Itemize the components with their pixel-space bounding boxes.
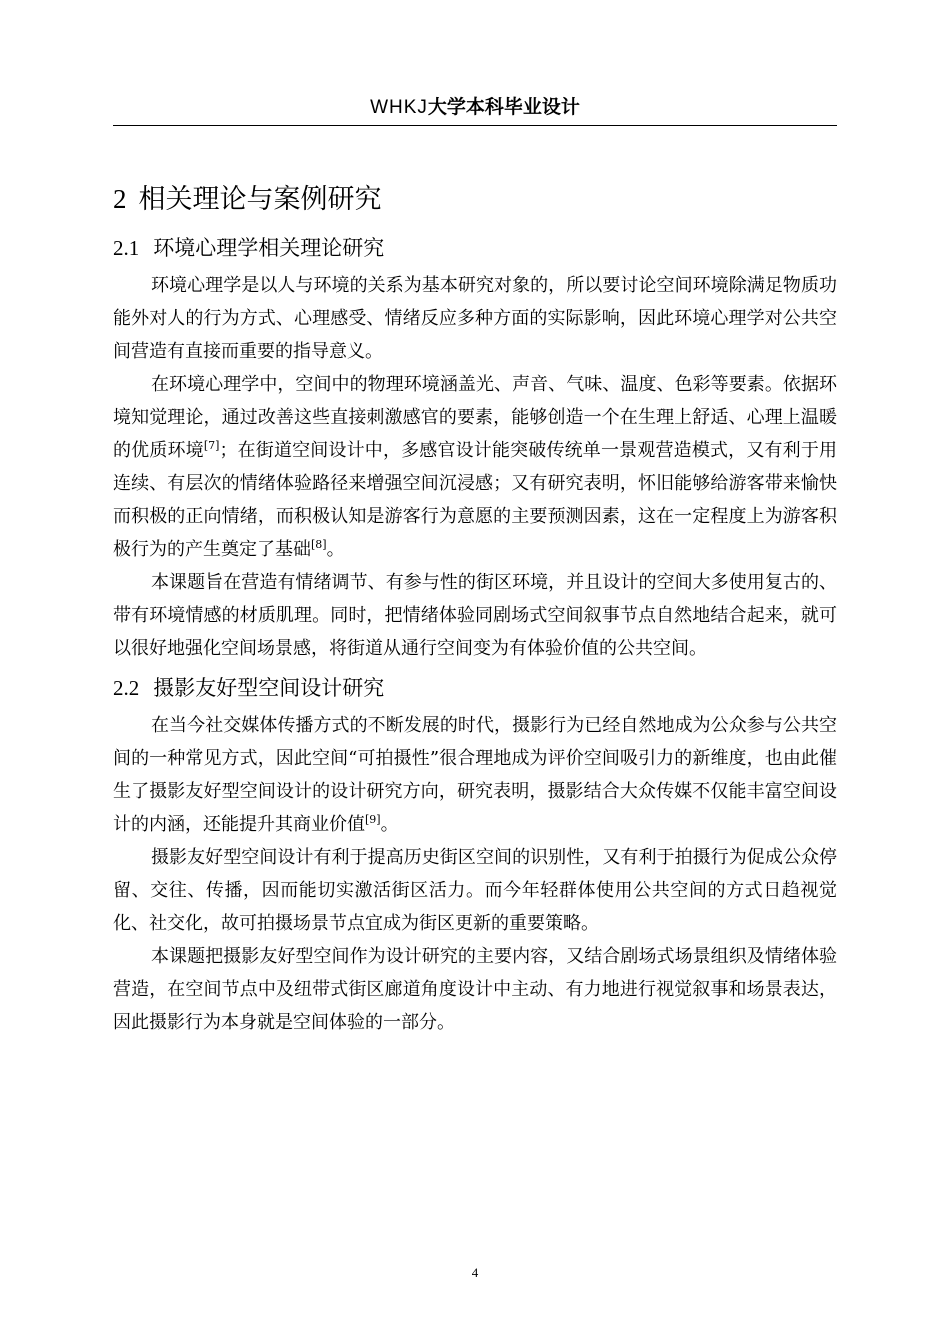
paragraph: 本课题把摄影友好型空间作为设计研究的主要内容，又结合剧场式场景组织及情绪体验营造，在空间节点中及纽带式街区廊道角度设计中主动、有力地进行视觉叙事和场景表达，因此摄影行为本身就是空间体验的一部分。 [113,946,837,1033]
section-number: 2.1 [113,236,140,260]
paragraph-text: 在当今社交媒体传播方式的不断发展的时代，摄影行为已经自然地成为公众参与公共空间的一种常见方式，因此空间“可拍摄性”很合理地成为评价空间吸引力的新维度，也由此催生了摄影友好型空间设计的设计研究方向，研究表明，摄影结合大众传媒不仅能丰富空间设计的内涵，还能提升其商业价值 [113,715,837,835]
citation-ref: [8] [311,538,327,551]
chapter-heading [113,182,837,217]
header-title: 大学本科毕业设计 [427,96,580,118]
paragraph [113,368,837,566]
page-number: 4 [471,1265,479,1280]
chapter-title: 相关理论与案例研究 [138,184,382,215]
paragraph: 摄影友好型空间设计有利于提高历史街区空间的识别性，又有利于拍摄行为促成公众停留、交往、传播，因而能切实激活街区活力。而今年轻群体使用公共空间的方式日趋视觉化、社交化，故可拍摄场景节点宜成为街区更新的重要策略。 [113,847,837,934]
section-number: 2.2 [113,676,140,700]
section-heading [113,673,837,703]
page-body [113,170,837,1039]
page-header [0,92,950,119]
paragraph-text: 。 [380,814,399,835]
paragraph-text: 。 [326,539,345,560]
header-school-code: WHKJ [370,97,428,118]
paragraph [113,709,837,841]
paragraph-text: ；在街道空间设计中，多感官设计能突破传统单一景观营造模式，又有利于用连续、有层次的情绪体验路径来增强空间沉浸感；又有研究表明，怀旧能够给游客带来愉快而积极的正向情绪，而积极认知是游客行为意愿的主要预测因素，这在一定程度上为游客积极行为的产生奠定了基础 [113,440,837,560]
chapter-number: 2 [113,184,127,214]
citation-ref: [7] [203,439,220,452]
paragraph: 本课题旨在营造有情绪调节、有参与性的街区环境，并且设计的空间大多使用复古的、带有环境情感的材质肌理。同时，把情绪体验同剧场式空间叙事节点自然地结合起来，就可以很好地强化空间场景感，将街道从通行空间变为有体验价值的公共空间。 [113,572,837,659]
citation-ref: [9] [365,813,381,826]
paragraph-text: 在环境心理学中，空间中的物理环境涵盖光、声音、气味、温度、色彩等要素。依据环境知觉理论，通过改善这些直接刺激感官的要素，能够创造一个在生理上舒适、心理上温暖的优质环境 [113,374,837,461]
section-heading [113,233,837,263]
paragraph: 环境心理学是以人与环境的关系为基本研究对象的，所以要讨论空间环境除满足物质功能外对人的行为方式、心理感受、情绪反应多种方面的实际影响，因此环境心理学对公共空间营造有直接而重要的指导意义。 [113,275,837,362]
section-title: 摄影友好型空间设计研究 [153,676,385,700]
header-rule [113,125,837,126]
section-title: 环境心理学相关理论研究 [153,236,385,260]
